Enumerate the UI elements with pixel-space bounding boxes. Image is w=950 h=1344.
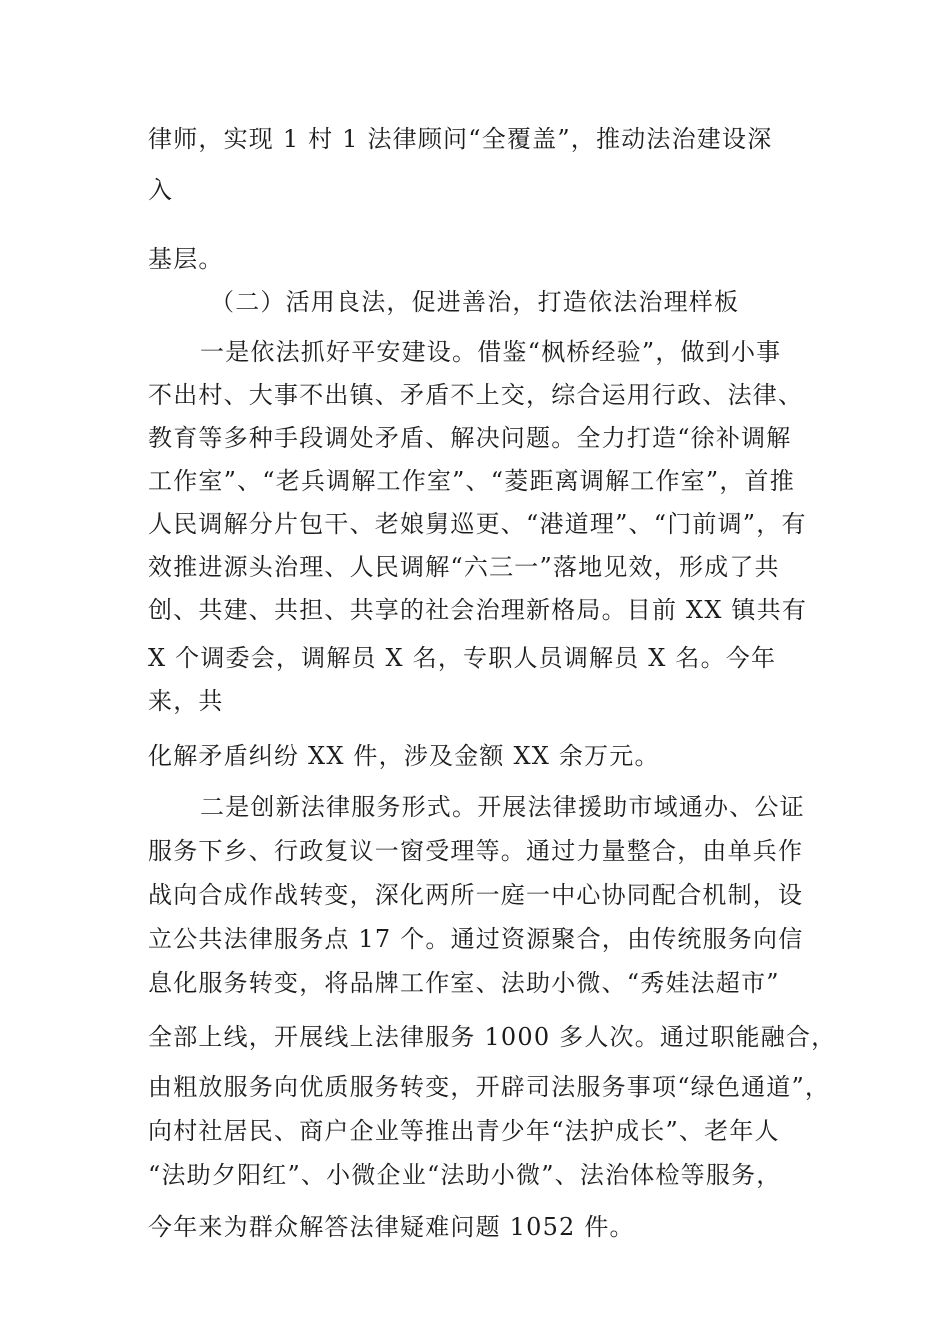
text-line: 全部上线，开展线上法律服务 1000 多人次。通过职能融合， [148, 1023, 837, 1051]
text-line: 来，共 [148, 687, 224, 715]
text-line: 教育等多种手段调处矛盾、解决问题。全力打造“徐补调解 [148, 424, 792, 452]
text-line: 服务下乡、行政复议一窗受理等。通过力量整合，由单兵作 [148, 837, 804, 865]
text-line: 效推进源头治理、人民调解“六三一”落地见效，形成了共 [148, 553, 780, 581]
text-line: 今年来为群众解答法律疑难问题 1052 件。 [148, 1213, 635, 1241]
text-line: 化解矛盾纠纷 XX 件，涉及金额 XX 余万元。 [148, 742, 660, 770]
text-line: “法助夕阳红”、小微企业“法助小微”、法治体检等服务， [148, 1161, 782, 1189]
text-line: 战向合成作战转变，深化两所一庭一中心协同配合机制，设 [148, 881, 804, 909]
text-line: 基层。 [148, 245, 224, 273]
text-line: 息化服务转变，将品牌工作室、法助小微、“秀娃法超市” [148, 969, 780, 997]
paragraph-line: 二是创新法律服务形式。开展法律援助市域通办、公证 [200, 793, 805, 821]
paragraph-line: 一是依法抓好平安建设。借鉴“枫桥经验”，做到小事 [200, 338, 782, 366]
text-line: 由粗放服务向优质服务转变，开辟司法服务事项“绿色通道”， [148, 1073, 831, 1101]
text-line: 向村社居民、商户企业等推出青少年“法护成长”、老年人 [148, 1117, 780, 1145]
text-line: 入 [148, 176, 174, 204]
section-heading: （二）活用良法，促进善治，打造依法治理样板 [210, 288, 740, 316]
text-line: 律师，实现 1 村 1 法律顾问“全覆盖”，推动法治建设深 [148, 125, 773, 153]
text-line: 创、共建、共担、共享的社会治理新格局。目前 XX 镇共有 [148, 596, 808, 624]
text-line: 工作室”、“老兵调解工作室”、“菱距离调解工作室”，首推 [148, 467, 795, 495]
text-line: 不出村、大事不出镇、矛盾不上交，综合运用行政、法律、 [148, 381, 804, 409]
text-line: 人民调解分片包干、老娘舅巡更、“港道理”、“门前调”，有 [148, 510, 807, 538]
text-line: 立公共法律服务点 17 个。通过资源聚合，由传统服务向信 [148, 925, 804, 953]
text-line: X 个调委会，调解员 X 名，专职人员调解员 X 名。今年 [148, 644, 777, 672]
